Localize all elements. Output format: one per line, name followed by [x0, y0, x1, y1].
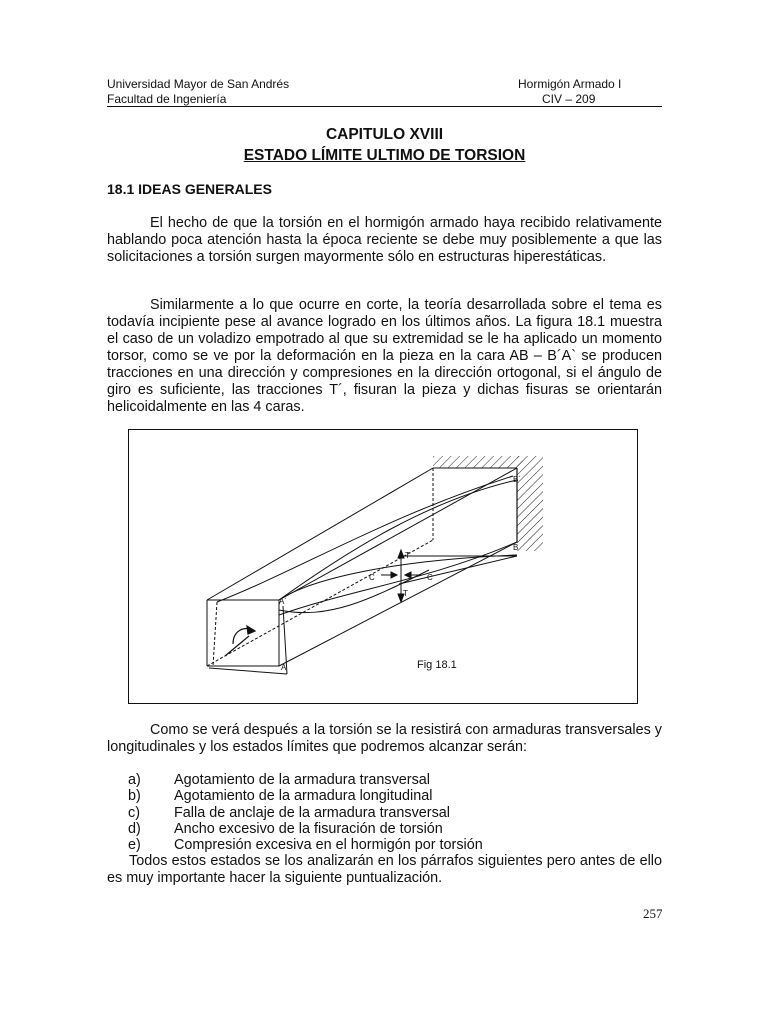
label-a-prime: A´ — [279, 597, 287, 606]
label-c-left: C — [369, 573, 375, 582]
label-a: A — [281, 663, 287, 672]
header-left — [107, 77, 289, 107]
figure-caption: Fig 18.1 — [417, 659, 457, 671]
university-name: Universidad Mayor de San Andrés — [107, 77, 290, 91]
header-rule — [107, 106, 662, 107]
header-right — [518, 77, 628, 107]
figure-18-1 — [128, 429, 638, 704]
torque-arrow — [225, 626, 255, 656]
course-code: CIV – 209 — [542, 92, 596, 106]
list-item: c) Falla de anclaje de la armadura transversal — [128, 804, 450, 821]
label-t-bottom: T — [403, 589, 408, 598]
paragraph-1: El hecho de que la torsión en el hormigón armado haya recibido relativamente hablando poca atención hasta la época reciente se debe muy posiblemente a que las solicitaciones a torsión surgen mayormente sólo en estructuras hiperestáticas. — [107, 215, 662, 265]
limit-states-list — [128, 772, 483, 853]
torsion-beam-diagram — [129, 430, 639, 705]
label-t-top: T — [405, 551, 410, 560]
wall-hatch — [517, 456, 543, 551]
page-number: 257 — [643, 906, 663, 921]
stress-element — [381, 550, 421, 602]
chapter-number: CAPITULO XVIII — [325, 126, 444, 143]
paragraph-3: Como se verá después a la torsión se la resistirá con armaduras transversales y longitudinales y los estados límites que podremos alcanzar serán: — [107, 722, 662, 755]
label-c-right: C — [427, 573, 433, 582]
list-item: d) Ancho excesivo de la fisuración de torsión — [128, 820, 443, 837]
list-item: a) Agotamiento de la armadura transversal — [128, 772, 430, 788]
section-heading: 18.1 IDEAS GENERALES — [107, 181, 272, 197]
faculty-name: Facultad de Ingeniería — [107, 92, 227, 106]
paragraph-4: Todos estos estados se los analizarán en los párrafos siguientes pero antes de ello es muy importante hacer la siguiente puntualización. — [107, 853, 662, 886]
list-item: b) Agotamiento de la armadura longitudinal — [128, 788, 433, 805]
list-item: e) Compresión excesiva en el hormigón por torsión — [128, 837, 483, 854]
wall-hatch-top — [433, 456, 523, 468]
chapter-title: ESTADO LÍMITE ULTIMO DE TORSION — [243, 147, 526, 164]
paragraph-2: Similarmente a lo que ocurre en corte, la teoría desarrollada sobre el tema es todavía incipiente pese al avance logrado en los últimos años. La figura 18.1 muestra el caso de un voladizo empotrado al que su extremidad se le ha aplicado un momento torsor, como se ve por la deformación en la pieza en la cara AB – B´A` se producen tracciones en una dirección y compresiones en la dirección ortogonal, si el ángulo de giro es suficiente, las tracciones T´, fisuran la pieza y dichas fisuras se orientarán helicoidalmente en las 4 caras. — [107, 297, 662, 415]
course-name: Hormigón Armado I — [518, 77, 622, 91]
label-b-prime: B´ — [513, 475, 521, 484]
label-b: B — [513, 543, 519, 552]
beam-edges — [207, 468, 517, 674]
